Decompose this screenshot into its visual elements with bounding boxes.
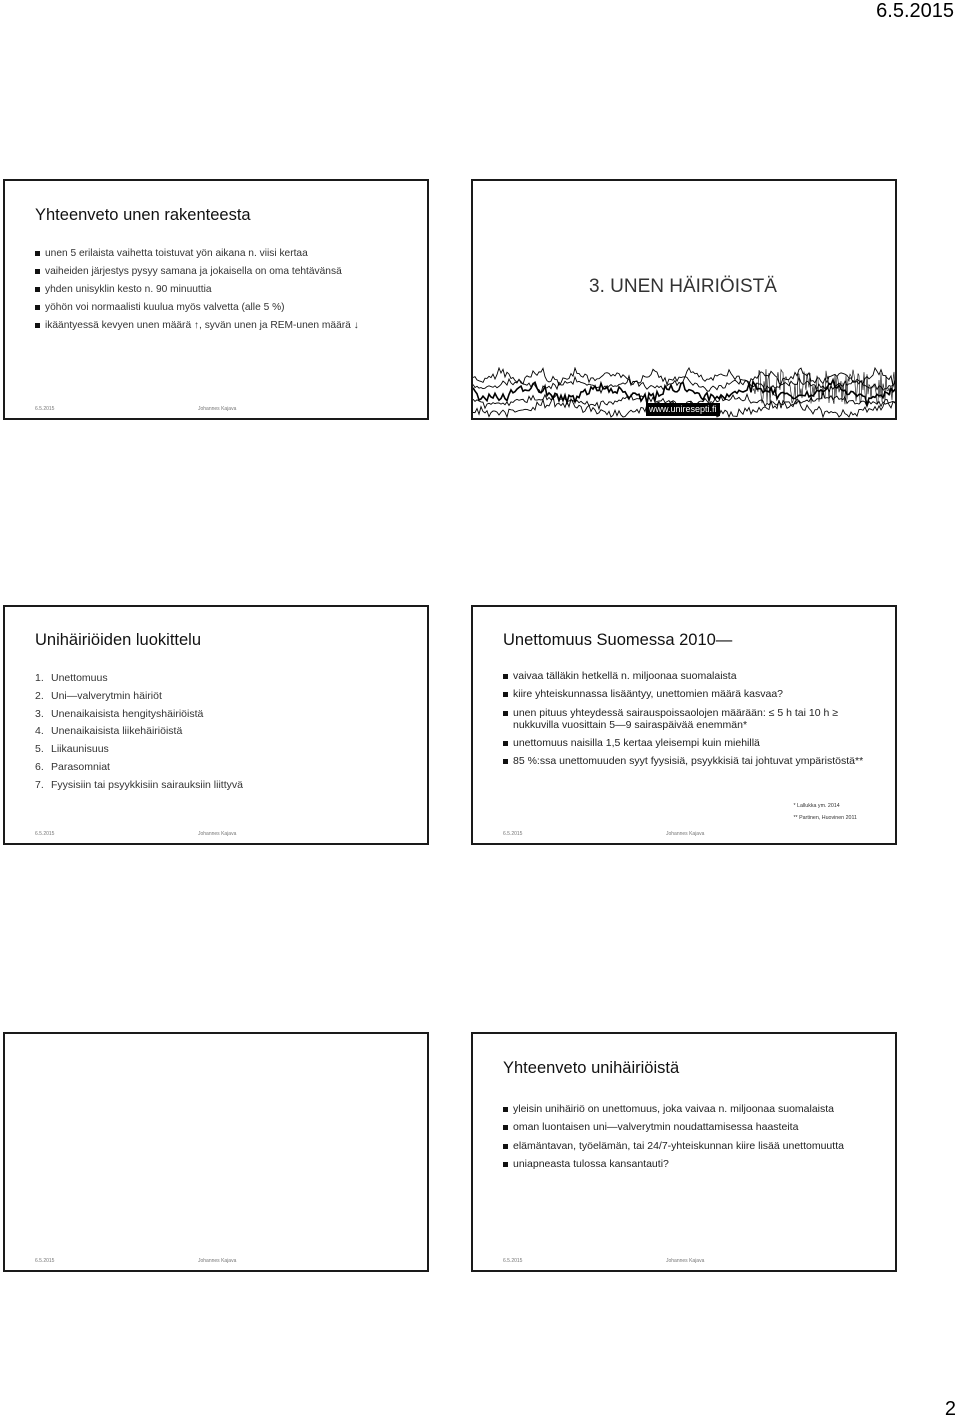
slide-title: Yhteenveto unihäiriöistä bbox=[503, 1059, 680, 1077]
bullet-item: oman luontaisen uni—valverytmin noudattamisessa haasteita bbox=[503, 1121, 879, 1133]
bullet-item: ikääntyessä kevyen unen määrä ↑, syvän unen ja REM-unen määrä ↓ bbox=[35, 317, 411, 335]
bullet-item: yhden unisyklin kesto n. 90 minuuttia bbox=[35, 281, 411, 299]
website-url-label: www.uniresepti.fi bbox=[646, 403, 720, 416]
bullet-item: 85 %:ssa unettomuuden syyt fyysisiä, psyykkisiä tai johtuvat ympäristöstä** bbox=[503, 755, 879, 767]
square-bullet-icon bbox=[503, 741, 508, 746]
list-item: 5. Liikaunisuus bbox=[35, 743, 109, 756]
references bbox=[793, 800, 857, 824]
slide-footer-author: Johannes Kajava bbox=[198, 831, 237, 837]
reference-item: * Lallukka ym. 2014 bbox=[793, 803, 840, 809]
bullet-list bbox=[35, 245, 411, 335]
reference-item: ** Partinen, Huovinen 2011 bbox=[793, 815, 857, 821]
numbered-list bbox=[35, 670, 411, 795]
slide-insomnia-in-finland bbox=[471, 605, 897, 845]
bullet-item: vaiheiden järjestys pysyy samana ja jokaisella on oma tehtävänsä bbox=[35, 263, 411, 281]
slide-footer-date: 6.5.2015 bbox=[503, 1258, 523, 1264]
page-number: 2 bbox=[944, 1398, 956, 1420]
slide-sleep-disorder-classification bbox=[3, 605, 429, 845]
square-bullet-icon bbox=[503, 711, 508, 716]
square-bullet-icon bbox=[503, 692, 508, 697]
square-bullet-icon bbox=[503, 1125, 508, 1130]
slide-footer-date: 6.5.2015 bbox=[35, 406, 55, 412]
square-bullet-icon bbox=[503, 1144, 508, 1149]
slide-footer-date: 6.5.2015 bbox=[503, 831, 523, 837]
slide-section-sleep-disorders bbox=[471, 179, 897, 420]
bullet-item: yöhön voi normaalisti kuulua myös valvetta (alle 5 %) bbox=[35, 299, 411, 317]
list-item: 7. Fyysisiin tai psyykkisiin sairauksiin liittyvä bbox=[35, 778, 243, 791]
slide-footer-date: 6.5.2015 bbox=[35, 831, 55, 837]
square-bullet-icon bbox=[35, 251, 40, 256]
square-bullet-icon bbox=[35, 305, 40, 310]
slide-sleep-structure-summary bbox=[3, 179, 429, 420]
bullet-list bbox=[503, 670, 879, 774]
list-item: 1. Unettomuus bbox=[35, 672, 108, 684]
list-item: 2. Uni—valverytmin häiriöt bbox=[35, 689, 162, 702]
bullet-item: uniapneasta tulossa kansantauti? bbox=[503, 1158, 879, 1170]
list-item: 3. Unenaikaisista hengityshäiriöistä bbox=[35, 707, 204, 720]
slide-footer-author: Johannes Kajava bbox=[198, 1258, 237, 1264]
slide-footer-author: Johannes Kajava bbox=[666, 831, 705, 837]
section-title: 3. UNEN HÄIRIÖISTÄ bbox=[589, 276, 777, 297]
square-bullet-icon bbox=[503, 1162, 508, 1167]
square-bullet-icon bbox=[35, 287, 40, 292]
slide-title: Yhteenveto unen rakenteesta bbox=[35, 206, 251, 224]
square-bullet-icon bbox=[503, 759, 508, 764]
slide-sleep-disorders-summary bbox=[471, 1032, 897, 1272]
bullet-item: yleisin unihäiriö on unettomuus, joka vaivaa n. miljoonaa suomalaista bbox=[503, 1103, 879, 1115]
slide-footer-author: Johannes Kajava bbox=[666, 1258, 705, 1264]
bullet-item: kiire yhteiskunnassa lisääntyy, unettomien määrä kasvaa? bbox=[503, 688, 879, 700]
bullet-item: unen 5 erilaista vaihetta toistuvat yön aikana n. viisi kertaa bbox=[35, 245, 411, 263]
slide-blank bbox=[3, 1032, 429, 1272]
slide-footer-date: 6.5.2015 bbox=[35, 1258, 55, 1264]
page-header-date: 6.5.2015 bbox=[876, 0, 954, 22]
slide-title: Unettomuus Suomessa 2010— bbox=[503, 631, 733, 649]
square-bullet-icon bbox=[35, 269, 40, 274]
list-item: 6. Parasomniat bbox=[35, 760, 110, 773]
bullet-item: unen pituus yhteydessä sairauspoissaolojen määrään: ≤ 5 h tai 10 h ≥ nukkuvilla vuosittain 5—9 sairaspäivää enemmän* bbox=[503, 707, 879, 732]
slide-title: Unihäiriöiden luokittelu bbox=[35, 631, 202, 649]
bullet-item: elämäntavan, työelämän, tai 24/7-yhteiskunnan kiire lisää unettomuutta bbox=[503, 1140, 879, 1152]
square-bullet-icon bbox=[503, 674, 508, 679]
list-item: 4. Unenaikaisista liikehäiriöistä bbox=[35, 725, 183, 738]
square-bullet-icon bbox=[35, 323, 40, 328]
bullet-list bbox=[503, 1103, 879, 1176]
bullet-item: vaivaa tälläkin hetkellä n. miljoonaa suomalaista bbox=[503, 670, 879, 682]
square-bullet-icon bbox=[503, 1107, 508, 1112]
bullet-item: unettomuus naisilla 1,5 kertaa yleisempi kuin miehillä bbox=[503, 737, 879, 749]
slide-footer-author: Johannes Kajava bbox=[198, 406, 237, 412]
